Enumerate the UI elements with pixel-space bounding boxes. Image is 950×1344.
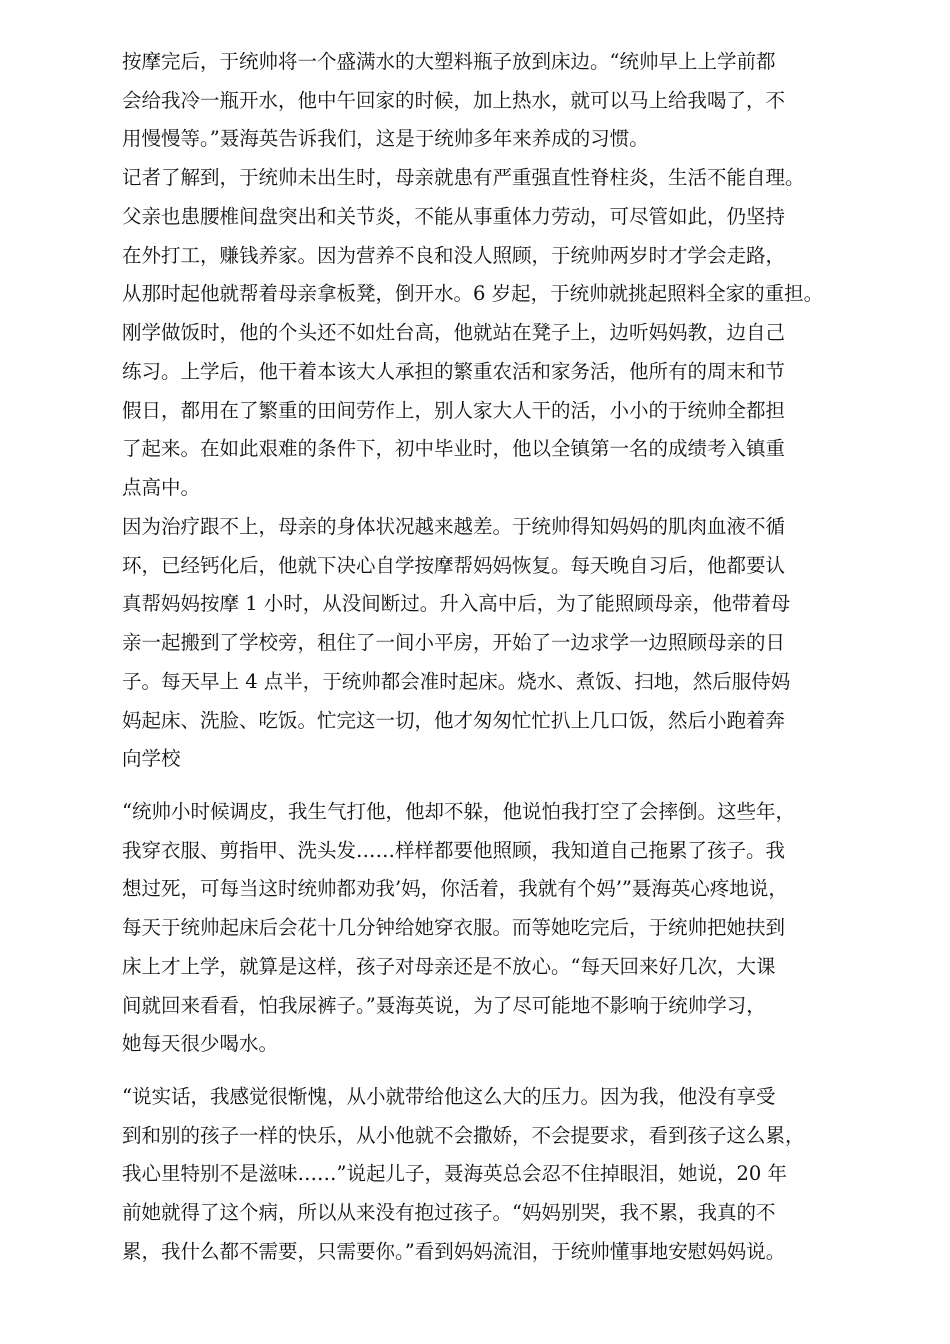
text-line: 记者了解到，于统帅未出生时，母亲就患有严重强直性脊柱炎，生活不能自理。 <box>122 166 805 189</box>
text-line: 会给我冷一瓶开水，他中午回家的时候，加上热水，就可以马上给我喝了，不 <box>122 89 786 112</box>
text-line: 真帮妈妈按摩 1 小时，从没间断过。升入高中后，为了能照顾母亲，他带着母 <box>122 592 791 615</box>
text-line: 想过死，可每当这时统帅都劝我’妈，你活着，我就有个妈’”聂海英心疼地说， <box>122 877 788 900</box>
text-line: 假日，都用在了繁重的田间劳作上，别人家大人干的活，小小的于统帅全都担 <box>122 399 786 422</box>
text-line: “说实话，我感觉很惭愧，从小就带给他这么大的压力。因为我，他没有享受 <box>122 1085 776 1108</box>
text-line: 在外打工，赚钱养家。因为营养不良和没人照顾，于统帅两岁时才学会走路， <box>122 244 786 267</box>
text-line: 练习。上学后，他干着本该大人承担的繁重农活和家务活，他所有的周末和节 <box>122 360 786 383</box>
text-line: 到和别的孩子一样的快乐，从小他就不会撒娇，不会提要求，看到孩子这么累， <box>122 1124 805 1147</box>
text-line: 因为治疗跟不上，母亲的身体状况越来越差。于统帅得知妈妈的肌肉血液不循 <box>122 515 786 538</box>
text-line: 床上才上学，就算是这样，孩子对母亲还是不放心。“每天回来好几次，大课 <box>122 955 776 978</box>
text-line: 我穿衣服、剪指甲、洗头发……样样都要他照顾，我知道自己拖累了孩子。我 <box>122 839 786 862</box>
text-line: 环，已经钙化后，他就下决心自学按摩帮妈妈恢复。每天晚自习后，他都要认 <box>122 554 786 577</box>
text-line: 她每天很少喝水。 <box>122 1032 279 1055</box>
text-line: 妈起床、洗脸、吃饭。忙完这一切，他才匆匆忙忙扒上几口饭，然后小跑着奔 <box>122 709 786 732</box>
text-line: 父亲也患腰椎间盘突出和关节炎，不能从事重体力劳动，可尽管如此，仍坚持 <box>122 205 786 228</box>
text-line: 我心里特别不是滋味……”说起儿子，聂海英总会忍不住掉眼泪，她说，20 年 <box>122 1162 787 1185</box>
text-line: 前她就得了这个病，所以从来没有抱过孩子。“妈妈别哭，我不累，我真的不 <box>122 1201 776 1224</box>
text-line: 从那时起他就帮着母亲拿板凳，倒开水。6 岁起，于统帅就挑起照料全家的重担。 <box>122 282 824 305</box>
text-line: 用慢慢等。”聂海英告诉我们，这是于统帅多年来养成的习惯。 <box>122 127 649 150</box>
text-line: 间就回来看看，怕我尿裤子。”聂海英说，为了尽可能地不影响于统帅学习， <box>122 994 766 1017</box>
text-line: 累，我什么都不需要，只需要你。”看到妈妈流泪，于统帅懂事地安慰妈妈说。 <box>122 1240 786 1263</box>
text-line: “统帅小时候调皮，我生气打他，他却不躲，他说怕我打空了会摔倒。这些年， <box>122 800 795 823</box>
text-line: 了起来。在如此艰难的条件下，初中毕业时，他以全镇第一名的成绩考入镇重 <box>122 437 786 460</box>
text-line: 每天于统帅起床后会花十几分钟给她穿衣服。而等她吃完后，于统帅把她扶到 <box>122 916 786 939</box>
text-line: 按摩完后，于统帅将一个盛满水的大塑料瓶子放到床边。“统帅早上上学前都 <box>122 50 776 73</box>
text-line: 点高中。 <box>122 476 201 499</box>
text-line: 亲一起搬到了学校旁，租住了一间小平房，开始了一边求学一边照顾母亲的日 <box>122 631 786 654</box>
text-line: 子。每天早上 4 点半，于统帅都会准时起床。烧水、煮饭、扫地，然后服侍妈 <box>122 670 791 693</box>
text-line: 刚学做饭时，他的个头还不如灶台高，他就站在凳子上，边听妈妈教，边自己 <box>122 321 786 344</box>
text-line: 向学校 <box>122 747 181 770</box>
